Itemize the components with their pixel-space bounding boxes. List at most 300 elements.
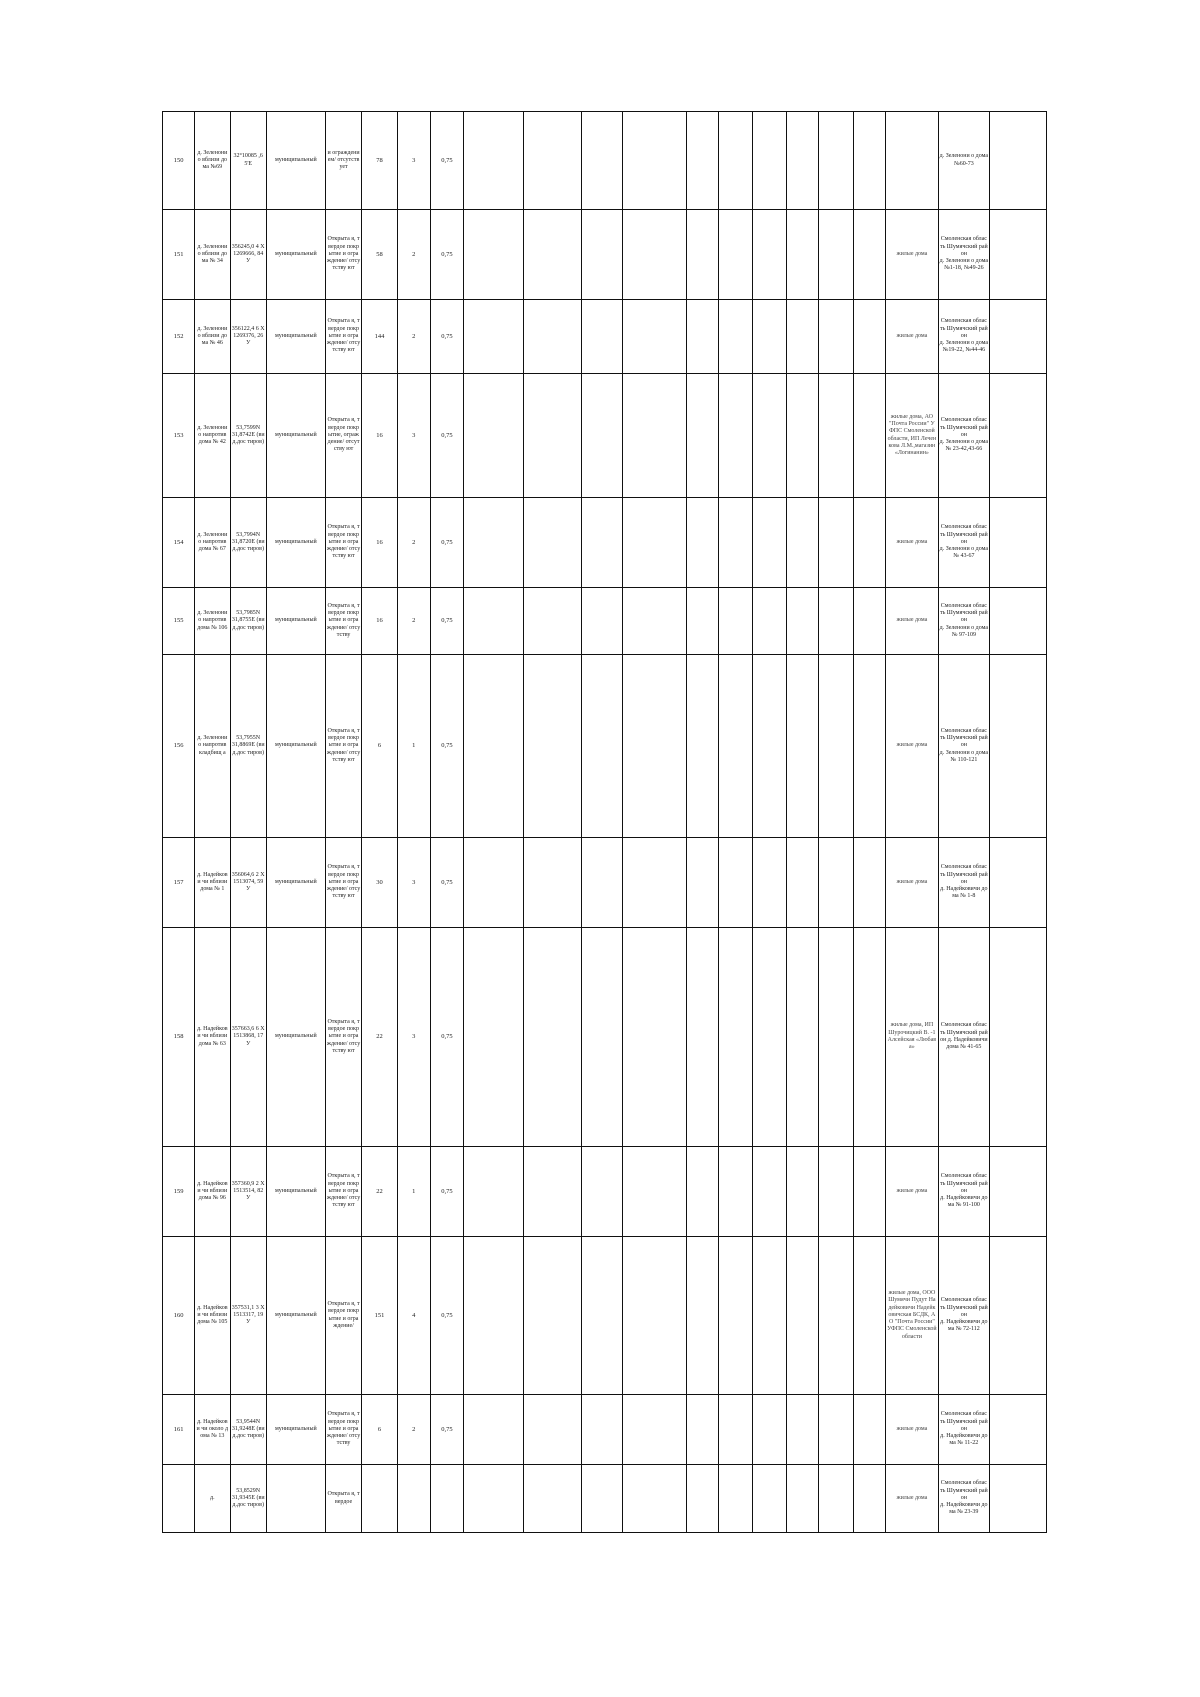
- volume-cell: [430, 928, 463, 1147]
- container-count-cell: [397, 112, 430, 210]
- waste-source-cell: [886, 1237, 939, 1395]
- empty-cell: [686, 374, 718, 498]
- empty-cell: [990, 588, 1047, 655]
- empty-cell: [753, 1237, 786, 1395]
- coord-bottom: 357531,1 3 Х 1513317, 19У: [231, 1304, 265, 1326]
- volume-text: 0,75: [441, 1425, 453, 1433]
- location-cell: [195, 1147, 230, 1237]
- location-cell: [195, 655, 230, 838]
- empty-cell: [464, 1395, 524, 1465]
- location-cell: [195, 1465, 230, 1533]
- table-row: [163, 498, 1047, 588]
- empty-cell: [581, 210, 622, 300]
- location-text: д. Зеленони о напротив дома № 106: [197, 610, 228, 631]
- empty-cell: [753, 655, 786, 838]
- empty-cell: [990, 1395, 1047, 1465]
- empty-cell: [719, 1395, 753, 1465]
- owner-cell: [266, 374, 325, 498]
- address-bottom: д. Надейковичи дома № 72-112: [940, 1319, 988, 1333]
- empty-cell: [719, 1147, 753, 1237]
- container-count-cell: [397, 1237, 430, 1395]
- site-type-cell: [325, 838, 361, 928]
- table-row: [163, 928, 1047, 1147]
- area-text: 151: [374, 1311, 385, 1319]
- empty-cell: [524, 498, 582, 588]
- empty-cell: [854, 210, 886, 300]
- area-cell: [362, 838, 397, 928]
- empty-cell: [524, 112, 582, 210]
- empty-cell: [854, 374, 886, 498]
- coord-top: 357663,6 6 Х 1513868, 17У: [231, 1026, 265, 1047]
- empty-cell: [581, 1465, 622, 1533]
- empty-cell: [990, 1465, 1047, 1533]
- area-text: 22: [376, 1033, 383, 1041]
- empty-cell: [622, 588, 686, 655]
- row-number-text: 157: [173, 878, 184, 886]
- address-bottom: д. Зеленони о дома № 43-67: [939, 546, 989, 560]
- coordinates-cell: [230, 210, 266, 300]
- location-cell: [195, 1237, 230, 1395]
- container-count-text: 2: [412, 250, 416, 258]
- empty-cell: [786, 655, 818, 838]
- container-count-text: 3: [412, 431, 416, 439]
- address-top: Смоленская область Шумячский район: [939, 602, 988, 624]
- empty-cell: [753, 300, 786, 374]
- empty-cell: [818, 838, 853, 928]
- empty-cell: [581, 498, 622, 588]
- coord-bottom: 31,8869Е (вид.дос тиров): [231, 742, 265, 756]
- location-cell: [195, 498, 230, 588]
- table-row: [163, 588, 1047, 655]
- coord-top: 357360,9 2 Х: [231, 1180, 265, 1187]
- coord-top: 32°10085 ,65'Е: [233, 153, 263, 167]
- site-type-cell: [325, 588, 361, 655]
- container-count-text: 3: [412, 156, 416, 164]
- empty-cell: [990, 374, 1047, 498]
- empty-cell: [686, 838, 718, 928]
- empty-cell: [581, 300, 622, 374]
- address-top: Смоленская область Шумячский район: [939, 1173, 988, 1194]
- volume-text: 0,75: [441, 878, 453, 886]
- empty-cell: [581, 588, 622, 655]
- empty-cell: [990, 655, 1047, 838]
- empty-cell: [686, 1395, 718, 1465]
- empty-cell: [622, 1237, 686, 1395]
- waste-source-cell: [886, 498, 939, 588]
- address-bottom: д. Зеленони о дома №19-22, №44-46: [939, 340, 989, 354]
- area-text: 30: [376, 878, 383, 886]
- coordinates-cell: [230, 1237, 266, 1395]
- empty-cell: [581, 1147, 622, 1237]
- address-bottom: №60-73: [953, 160, 974, 167]
- waste-source-text: жилые дома: [896, 878, 928, 885]
- empty-cell: [622, 928, 686, 1147]
- empty-cell: [854, 1465, 886, 1533]
- empty-cell: [990, 838, 1047, 928]
- table-row: [163, 1237, 1047, 1395]
- waste-source-cell: [886, 588, 939, 655]
- empty-cell: [581, 1237, 622, 1395]
- site-type-cell: [325, 928, 361, 1147]
- empty-cell: [464, 588, 524, 655]
- waste-source-cell: [886, 1147, 939, 1237]
- owner-text: муниципальный: [275, 431, 317, 438]
- volume-text: 0,75: [441, 250, 453, 258]
- empty-cell: [854, 498, 886, 588]
- empty-cell: [464, 210, 524, 300]
- empty-cell: [686, 655, 718, 838]
- volume-text: 0,75: [441, 617, 453, 625]
- area-cell: [362, 112, 397, 210]
- empty-cell: [990, 928, 1047, 1147]
- empty-cell: [719, 1465, 753, 1533]
- coord-top: 53,7955N: [236, 735, 261, 742]
- site-type-text: Открыта я, твердое покрытие и ограждение/ отсутству ют: [326, 1018, 361, 1054]
- coord-bottom: 1269666, 84 У: [233, 250, 264, 265]
- site-type-text: Открыта я, твердое покрытие и ограждение/ отсутству ют: [326, 236, 361, 272]
- empty-cell: [524, 210, 582, 300]
- row-number: [163, 655, 195, 838]
- area-cell: [362, 588, 397, 655]
- row-number: [163, 498, 195, 588]
- empty-cell: [786, 1465, 818, 1533]
- container-count-text: 3: [412, 878, 416, 886]
- row-number: [163, 112, 195, 210]
- empty-cell: [622, 655, 686, 838]
- area-cell: [362, 1237, 397, 1395]
- coord-bottom: 31,8755Е (вид.дос тиров): [231, 617, 265, 631]
- empty-cell: [818, 1147, 853, 1237]
- empty-cell: [719, 655, 753, 838]
- owner-text: муниципальный: [275, 332, 317, 339]
- address-bottom: д. Надейковичи дома № 91-100: [940, 1195, 988, 1209]
- empty-cell: [524, 1147, 582, 1237]
- location-text: д. Надейкови чи вблизи дома № 63: [197, 1026, 228, 1047]
- empty-cell: [786, 374, 818, 498]
- row-number-text: 153: [173, 431, 184, 439]
- waste-source-text: жилые дома: [896, 332, 928, 339]
- empty-cell: [622, 374, 686, 498]
- empty-cell: [686, 300, 718, 374]
- empty-cell: [686, 928, 718, 1147]
- coord-top: 356122,4 6 Х: [231, 325, 265, 332]
- coordinates-cell: [230, 928, 266, 1147]
- address-bottom: д. Надейковичи дома № 11-22: [940, 1433, 988, 1447]
- empty-cell: [622, 300, 686, 374]
- row-number-text: 151: [173, 250, 184, 258]
- empty-cell: [719, 588, 753, 655]
- owner-text: муниципальный: [275, 1033, 317, 1040]
- waste-source-text: жилые дома: [896, 617, 928, 624]
- area-cell: [362, 655, 397, 838]
- owner-cell: [266, 210, 325, 300]
- area-text: 16: [376, 617, 383, 625]
- table-row: [163, 300, 1047, 374]
- table-row: [163, 1465, 1047, 1533]
- empty-cell: [686, 210, 718, 300]
- area-text: 6: [377, 742, 382, 750]
- address-top: Смоленская область Шумячский район: [939, 1297, 988, 1318]
- waste-source-text: жилые дома, ООО Шумячи Пудут Надейковичи Надейковичская БСДК, АО "Почта России" УФПС Смоленской области: [887, 1289, 937, 1340]
- empty-cell: [854, 928, 886, 1147]
- site-type-cell: [325, 210, 361, 300]
- empty-cell: [581, 112, 622, 210]
- owner-text: муниципальный: [275, 250, 317, 257]
- owner-cell: [266, 928, 325, 1147]
- owner-cell: [266, 1395, 325, 1465]
- site-type-text: Открыта я, твердое: [327, 1491, 360, 1505]
- owner-cell: [266, 838, 325, 928]
- empty-cell: [524, 374, 582, 498]
- container-count-text: 1: [412, 742, 416, 750]
- empty-cell: [786, 112, 818, 210]
- container-count-cell: [397, 1395, 430, 1465]
- empty-cell: [719, 374, 753, 498]
- waste-source-text: жилые дома: [896, 1187, 928, 1194]
- volume-cell: [430, 1395, 463, 1465]
- coordinates-cell: [230, 1147, 266, 1237]
- coordinates-cell: [230, 588, 266, 655]
- site-type-cell: [325, 374, 361, 498]
- empty-cell: [753, 588, 786, 655]
- site-type-text: Открыта я, твердое покрытие и ограждение/ отсутству: [326, 1411, 361, 1447]
- address-top: д. Зеленони о дома: [939, 153, 989, 160]
- owner-text: муниципальный: [275, 1425, 317, 1432]
- area-text: 6: [377, 1425, 382, 1433]
- coord-top: 53,8529N: [236, 1487, 261, 1494]
- volume-text: 0,75: [441, 742, 453, 750]
- coord-bottom: 31,8720Е (вид.дос тиров): [231, 538, 265, 553]
- empty-cell: [786, 1395, 818, 1465]
- location-cell: [195, 300, 230, 374]
- coord-top: 356245,0 4 Х: [231, 243, 265, 250]
- row-number: [163, 1147, 195, 1237]
- empty-cell: [524, 1237, 582, 1395]
- owner-text: муниципальный: [275, 156, 317, 163]
- owner-cell: [266, 498, 325, 588]
- container-count-text: 2: [412, 538, 416, 546]
- address-top: Смоленская область Шумячский район: [939, 417, 988, 438]
- address-cell: [938, 655, 989, 838]
- address-cell: [938, 1147, 989, 1237]
- empty-cell: [464, 838, 524, 928]
- empty-cell: [786, 928, 818, 1147]
- empty-cell: [753, 498, 786, 588]
- coord-bottom: 31,8742Е (вид.дос тиров): [231, 431, 265, 446]
- empty-cell: [786, 838, 818, 928]
- waste-source-cell: [886, 1465, 939, 1533]
- empty-cell: [464, 498, 524, 588]
- empty-cell: [524, 1465, 582, 1533]
- location-text: д. Надейкови чи вблизи дома № 96: [197, 1180, 228, 1202]
- empty-cell: [753, 210, 786, 300]
- site-type-text: Открыта я, твердое покрытие и ограждение/ отсутству: [326, 602, 361, 638]
- address-cell: [938, 210, 989, 300]
- empty-cell: [753, 1465, 786, 1533]
- waste-source-cell: [886, 112, 939, 210]
- address-top: Смоленская область Шумячский район: [939, 318, 988, 339]
- location-text: д. Надейкови чи около дома № 13: [196, 1418, 229, 1440]
- table-row: [163, 838, 1047, 928]
- row-number-text: 161: [173, 1425, 184, 1433]
- coordinates-cell: [230, 498, 266, 588]
- empty-cell: [854, 112, 886, 210]
- waste-source-text: жилые дома, ИП Шурочицкий В. -1 Алсейская «Любава»: [887, 1022, 937, 1051]
- area-text: 22: [376, 1187, 383, 1195]
- container-count-cell: [397, 838, 430, 928]
- table-row: [163, 655, 1047, 838]
- empty-cell: [581, 374, 622, 498]
- coordinates-cell: [230, 1395, 266, 1465]
- empty-cell: [818, 300, 853, 374]
- empty-cell: [990, 112, 1047, 210]
- owner-text: муниципальный: [275, 878, 317, 885]
- table-row: [163, 112, 1047, 210]
- empty-cell: [622, 1147, 686, 1237]
- empty-cell: [753, 374, 786, 498]
- address-cell: [938, 498, 989, 588]
- empty-cell: [854, 1237, 886, 1395]
- owner-cell: [266, 300, 325, 374]
- address-bottom: д. Надейковичи дома № 1-8: [940, 886, 988, 900]
- empty-cell: [622, 838, 686, 928]
- owner-text: муниципальный: [275, 1311, 317, 1318]
- volume-text: 0,75: [441, 538, 453, 546]
- waste-sites-table: [162, 111, 1047, 1533]
- location-cell: [195, 928, 230, 1147]
- volume-cell: [430, 300, 463, 374]
- empty-cell: [686, 588, 718, 655]
- site-type-cell: [325, 1465, 361, 1533]
- volume-cell: [430, 588, 463, 655]
- site-type-cell: [325, 498, 361, 588]
- waste-source-text: жилые дома: [896, 1494, 928, 1501]
- coordinates-cell: [230, 300, 266, 374]
- coord-top: 53,9544N: [236, 1418, 261, 1425]
- empty-cell: [686, 1237, 718, 1395]
- volume-text: 0,75: [441, 156, 453, 164]
- empty-cell: [786, 300, 818, 374]
- site-type-text: Открыта я, твердое покрытие и ограждение/: [327, 1300, 360, 1329]
- empty-cell: [818, 1395, 853, 1465]
- site-type-cell: [325, 112, 361, 210]
- row-number-text: 150: [173, 156, 184, 164]
- area-cell: [362, 300, 397, 374]
- location-text: д. Зеленони о напротив дома № 42: [197, 424, 228, 446]
- empty-cell: [622, 210, 686, 300]
- empty-cell: [854, 300, 886, 374]
- area-text: 144: [374, 332, 385, 340]
- address-bottom: д. Надейковичи дома № 23-39: [940, 1502, 988, 1516]
- empty-cell: [786, 498, 818, 588]
- coord-bottom: 1513514, 82У: [233, 1187, 264, 1202]
- row-number: [163, 374, 195, 498]
- container-count-text: 1: [412, 1187, 416, 1195]
- container-count-cell: [397, 655, 430, 838]
- area-text: 58: [376, 250, 383, 258]
- coordinates-cell: [230, 112, 266, 210]
- location-text: д.: [210, 1494, 215, 1501]
- row-number: [163, 588, 195, 655]
- empty-cell: [524, 655, 582, 838]
- empty-cell: [719, 300, 753, 374]
- location-cell: [195, 112, 230, 210]
- row-number-text: 152: [173, 332, 184, 340]
- location-cell: [195, 838, 230, 928]
- empty-cell: [818, 588, 853, 655]
- coord-top: 53,7599N: [236, 424, 261, 431]
- empty-cell: [524, 588, 582, 655]
- row-number-text: 156: [173, 742, 184, 750]
- volume-text: 0,75: [441, 1033, 453, 1041]
- empty-cell: [786, 1147, 818, 1237]
- empty-cell: [524, 928, 582, 1147]
- coord-bottom: 1269376, 26У: [233, 332, 264, 347]
- empty-cell: [818, 498, 853, 588]
- address-top: Смоленская область Шумячский район: [939, 236, 988, 257]
- container-count-cell: [397, 588, 430, 655]
- empty-cell: [686, 1465, 718, 1533]
- empty-cell: [818, 928, 853, 1147]
- container-count-cell: [397, 210, 430, 300]
- row-number: [163, 928, 195, 1147]
- container-count-text: 4: [412, 1311, 416, 1319]
- empty-cell: [753, 1395, 786, 1465]
- owner-cell: [266, 1465, 325, 1533]
- location-text: д. Зеленони о вблизи дома № 34: [197, 243, 228, 265]
- coordinates-cell: [230, 1465, 266, 1533]
- address-bottom: д. Зеленони о дома № 110-121: [939, 749, 989, 763]
- waste-source-text: жилые дома, АО "Почта России" УФПС Смоленской области, ИП Леченкова Л.М.,магазин «Логинанин»: [887, 413, 937, 457]
- empty-cell: [719, 210, 753, 300]
- empty-cell: [818, 655, 853, 838]
- site-type-cell: [325, 300, 361, 374]
- empty-cell: [464, 112, 524, 210]
- address-cell: [938, 1395, 989, 1465]
- table-row: [163, 1395, 1047, 1465]
- area-cell: [362, 498, 397, 588]
- container-count-text: 2: [412, 332, 416, 340]
- coord-bottom: 31,9345Е (вид.дос тиров): [231, 1494, 265, 1509]
- location-cell: [195, 588, 230, 655]
- address-top: Смоленская область Шумячский район: [939, 1411, 988, 1432]
- empty-cell: [786, 210, 818, 300]
- row-number-text: 155: [173, 617, 184, 625]
- site-type-text: Открыта я, твердое покрытие и ограждение/ отсутству ют: [326, 864, 361, 900]
- area-text: 16: [376, 538, 383, 546]
- row-number-text: 160: [173, 1311, 184, 1319]
- location-text: д. Надейкови чи вблизи дома № 1: [197, 871, 228, 893]
- coord-bottom: 1513074, 59У: [233, 878, 264, 893]
- volume-cell: [430, 374, 463, 498]
- owner-text: муниципальный: [275, 742, 317, 749]
- empty-cell: [622, 1465, 686, 1533]
- container-count-cell: [397, 374, 430, 498]
- container-count-cell: [397, 300, 430, 374]
- empty-cell: [753, 1147, 786, 1237]
- empty-cell: [854, 1395, 886, 1465]
- row-number-text: 154: [173, 538, 184, 546]
- empty-cell: [581, 655, 622, 838]
- address-cell: [938, 1465, 989, 1533]
- empty-cell: [524, 300, 582, 374]
- waste-source-cell: [886, 928, 939, 1147]
- owner-text: муниципальный: [275, 1187, 317, 1194]
- site-type-text: Открыта я, твердое покрытие, ограждение/ отсутству ют: [327, 417, 360, 453]
- address-top: Смоленская область Шумячский район: [939, 864, 988, 885]
- address-cell: [938, 300, 989, 374]
- area-text: 16: [376, 431, 383, 439]
